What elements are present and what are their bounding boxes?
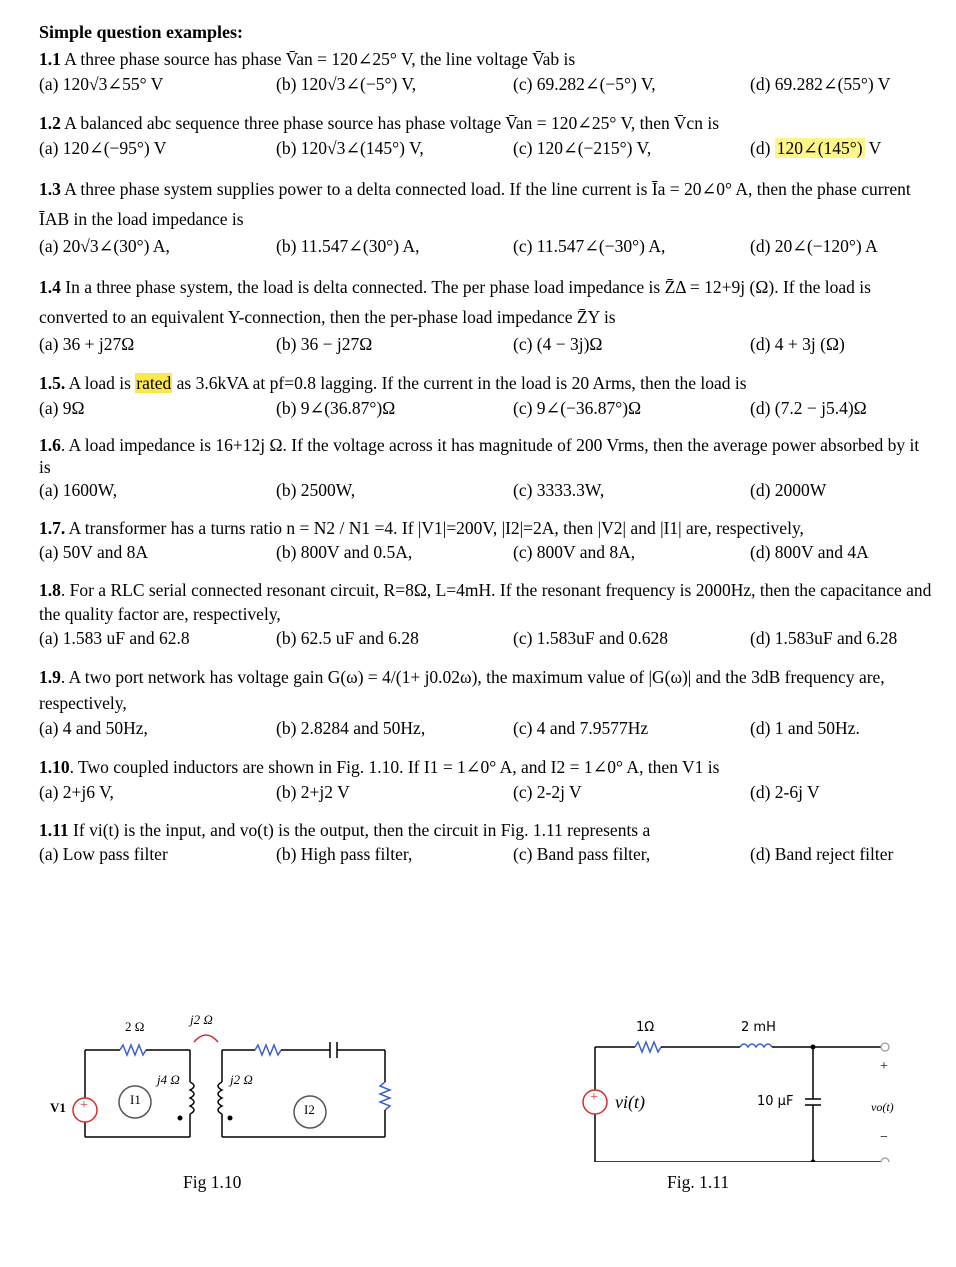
option-d-text: (d) 120∠(145°) V bbox=[750, 138, 882, 158]
output-minus: − bbox=[880, 1130, 888, 1145]
question-number: 1.2 bbox=[39, 113, 61, 133]
label-l1: j4 Ω bbox=[157, 1072, 180, 1087]
dot-marker bbox=[228, 1116, 233, 1121]
option-d: (d) 20∠(−120°) A bbox=[750, 236, 878, 256]
option-c: (c) 3333.3W, bbox=[513, 480, 605, 500]
options-row bbox=[39, 478, 934, 502]
label-l2: j2 Ω bbox=[230, 1072, 253, 1087]
option-a: (a) 120∠(−95°) V bbox=[39, 138, 167, 158]
option-c: (c) 120∠(−215°) V, bbox=[513, 138, 652, 158]
highlighted-word: rated bbox=[136, 373, 172, 393]
document-page bbox=[39, 20, 934, 880]
option-c: (c) Band pass filter, bbox=[513, 844, 651, 864]
option-a: (a) 20√3∠(30°) A, bbox=[39, 236, 170, 256]
question-1-5 bbox=[39, 370, 934, 420]
fig-1-10-caption: Fig 1.10 bbox=[183, 1172, 242, 1192]
option-c: (c) 11.547∠(−30°) A, bbox=[513, 236, 666, 256]
label-i1: I1 bbox=[130, 1092, 141, 1107]
question-1-7 bbox=[39, 516, 934, 564]
options-row bbox=[39, 72, 934, 96]
option-b: (b) 2+j2 V bbox=[276, 782, 350, 802]
label-r: 1Ω bbox=[636, 1020, 655, 1035]
terminal-bottom bbox=[881, 1158, 889, 1162]
option-a: (a) 4 and 50Hz, bbox=[39, 718, 148, 738]
label-coupling: j2 Ω bbox=[190, 1012, 213, 1027]
figures-area bbox=[40, 1012, 920, 1202]
question-number: 1.10 bbox=[39, 757, 70, 777]
question-number: 1.6 bbox=[39, 435, 61, 455]
option-c: (c) (4 − 3j)Ω bbox=[513, 334, 603, 354]
question-text: A transformer has a turns ratio n = N2 / N1 =4. If |V1|=200V, |I2|=2A, then |V2| and |I1| are, respectively, bbox=[68, 518, 804, 538]
option-a: (a) 50V and 8A bbox=[39, 542, 149, 562]
options-row bbox=[39, 136, 934, 160]
highlighted-answer: 120∠(145°) bbox=[776, 138, 863, 158]
label-vo: vo(t) bbox=[871, 1100, 894, 1114]
question-number: 1.11 bbox=[39, 820, 69, 840]
question-1-1 bbox=[39, 46, 934, 96]
option-c: (c) 4 and 7.9577Hz bbox=[513, 718, 649, 738]
question-1-11 bbox=[39, 818, 934, 866]
dot-marker bbox=[178, 1116, 183, 1121]
label-r1: 2 Ω bbox=[125, 1019, 145, 1034]
option-a: (a) 36 + j27Ω bbox=[39, 334, 135, 354]
plus-sign: + bbox=[590, 1090, 598, 1105]
question-text: In a three phase system, the load is delta connected. The per phase load impedance is Z̄Δ = 12+9j (Ω). If the load is converted to an equivalent Y-connection, then the per-phase load impedance Z̄Y is bbox=[39, 277, 871, 327]
fig-1-11-caption: Fig. 1.11 bbox=[667, 1172, 730, 1192]
question-number: 1.9 bbox=[39, 667, 61, 687]
option-d: (d) 4 + 3j (Ω) bbox=[750, 334, 845, 354]
question-text: . A two port network has voltage gain G(ω) = 4/(1+ j0.02ω), the maximum value of |G(ω)| and the 3dB frequency are, respectively, bbox=[39, 667, 885, 713]
label-v1: V1 bbox=[50, 1100, 66, 1115]
options-row bbox=[39, 540, 934, 564]
question-1-10 bbox=[39, 754, 934, 804]
options-row bbox=[39, 716, 934, 740]
node-dot bbox=[811, 1160, 816, 1163]
question-text: . Two coupled inductors are shown in Fig. 1.10. If I1 = 1∠0° A, and I2 = 1∠0° A, then V1 is bbox=[69, 757, 720, 777]
label-i2: I2 bbox=[304, 1102, 315, 1117]
question-1-9 bbox=[39, 664, 934, 740]
option-b: (b) 36 − j27Ω bbox=[276, 334, 373, 354]
option-d: (d) 800V and 4A bbox=[750, 542, 869, 562]
label-l: 2 mH bbox=[741, 1020, 776, 1035]
option-b: (b) 11.547∠(30°) A, bbox=[276, 236, 420, 256]
plus-sign: + bbox=[80, 1098, 88, 1113]
question-number: 1.8 bbox=[39, 580, 61, 600]
option-d: (d) Band reject filter bbox=[750, 844, 894, 864]
question-text: If vi(t) is the input, and vo(t) is the output, then the circuit in Fig. 1.11 represents a bbox=[73, 820, 651, 840]
question-1-6 bbox=[39, 434, 934, 502]
option-d-highlighted bbox=[750, 136, 934, 160]
question-number: 1.1 bbox=[39, 49, 61, 69]
terminal-top bbox=[881, 1043, 889, 1051]
question-1-8 bbox=[39, 578, 934, 650]
question-1-2 bbox=[39, 110, 934, 160]
option-d: (d) (7.2 − j5.4)Ω bbox=[750, 398, 867, 418]
label-vi: vi(t) bbox=[615, 1092, 645, 1112]
option-b: (b) 62.5 uF and 6.28 bbox=[276, 628, 419, 648]
question-text-before: A load is bbox=[68, 373, 131, 393]
option-b: (b) 120√3∠(145°) V, bbox=[276, 138, 424, 158]
option-a: (a) 120√3∠55° V bbox=[39, 74, 164, 94]
option-b: (b) High pass filter, bbox=[276, 844, 413, 864]
question-1-4 bbox=[39, 272, 934, 356]
option-a: (a) 1.583 uF and 62.8 bbox=[39, 628, 190, 648]
option-d: (d) 2000W bbox=[750, 480, 827, 500]
question-number: 1.3 bbox=[39, 179, 61, 199]
option-a: (a) 9Ω bbox=[39, 398, 85, 418]
option-b: (b) 2500W, bbox=[276, 480, 356, 500]
option-a: (a) Low pass filter bbox=[39, 844, 168, 864]
option-b: (b) 2.8284 and 50Hz, bbox=[276, 718, 426, 738]
options-row bbox=[39, 332, 934, 356]
option-a: (a) 2+j6 V, bbox=[39, 782, 114, 802]
option-d: (d) 69.282∠(55°) V bbox=[750, 74, 891, 94]
question-text: . A load impedance is 16+12j Ω. If the voltage across it has magnitude of 200 Vrms, then the average power absorbed by it is bbox=[39, 435, 920, 477]
node-dot bbox=[811, 1045, 816, 1050]
option-b: (b) 9∠(36.87°)Ω bbox=[276, 398, 396, 418]
fig-1-10-circuit bbox=[40, 1022, 400, 1162]
option-d: (d) 1 and 50Hz. bbox=[750, 718, 860, 738]
options-row bbox=[39, 780, 934, 804]
question-text-after: as 3.6kVA at pf=0.8 lagging. If the current in the load is 20 Arms, then the load is bbox=[176, 373, 747, 393]
question-number: 1.7. bbox=[39, 518, 66, 538]
question-text: A three phase source has phase V̄an = 120∠25° V, the line voltage V̄ab is bbox=[64, 49, 576, 69]
option-b: (b) 120√3∠(−5°) V, bbox=[276, 74, 417, 94]
options-row bbox=[39, 842, 934, 866]
option-a: (a) 1600W, bbox=[39, 480, 118, 500]
options-row bbox=[39, 234, 934, 258]
question-text: . For a RLC serial connected resonant circuit, R=8Ω, L=4mH. If the resonant frequency is 2000Hz, then the capacitance and the quality factor are, respectively, bbox=[39, 580, 932, 624]
options-row bbox=[39, 396, 934, 420]
option-d: (d) 1.583uF and 6.28 bbox=[750, 628, 898, 648]
option-b: (b) 800V and 0.5A, bbox=[276, 542, 413, 562]
question-text: A three phase system supplies power to a delta connected load. If the line current is Īa = 20∠0° A, then the phase current ĪAB in the load impedance is bbox=[39, 179, 911, 229]
option-c: (c) 800V and 8A, bbox=[513, 542, 636, 562]
question-text: A balanced abc sequence three phase source has phase voltage V̄an = 120∠25° V, then V̄cn is bbox=[64, 113, 720, 133]
option-c: (c) 1.583uF and 0.628 bbox=[513, 628, 669, 648]
options-row bbox=[39, 626, 934, 650]
option-c: (c) 69.282∠(−5°) V, bbox=[513, 74, 656, 94]
output-plus: + bbox=[880, 1059, 888, 1074]
option-d: (d) 2-6j V bbox=[750, 782, 820, 802]
label-c: 10 µF bbox=[757, 1094, 794, 1109]
option-c: (c) 2-2j V bbox=[513, 782, 582, 802]
page-title: Simple question examples: bbox=[39, 22, 244, 42]
question-number: 1.4 bbox=[39, 277, 61, 297]
option-c: (c) 9∠(−36.87°)Ω bbox=[513, 398, 642, 418]
question-number: 1.5. bbox=[39, 373, 66, 393]
question-1-3 bbox=[39, 174, 934, 258]
